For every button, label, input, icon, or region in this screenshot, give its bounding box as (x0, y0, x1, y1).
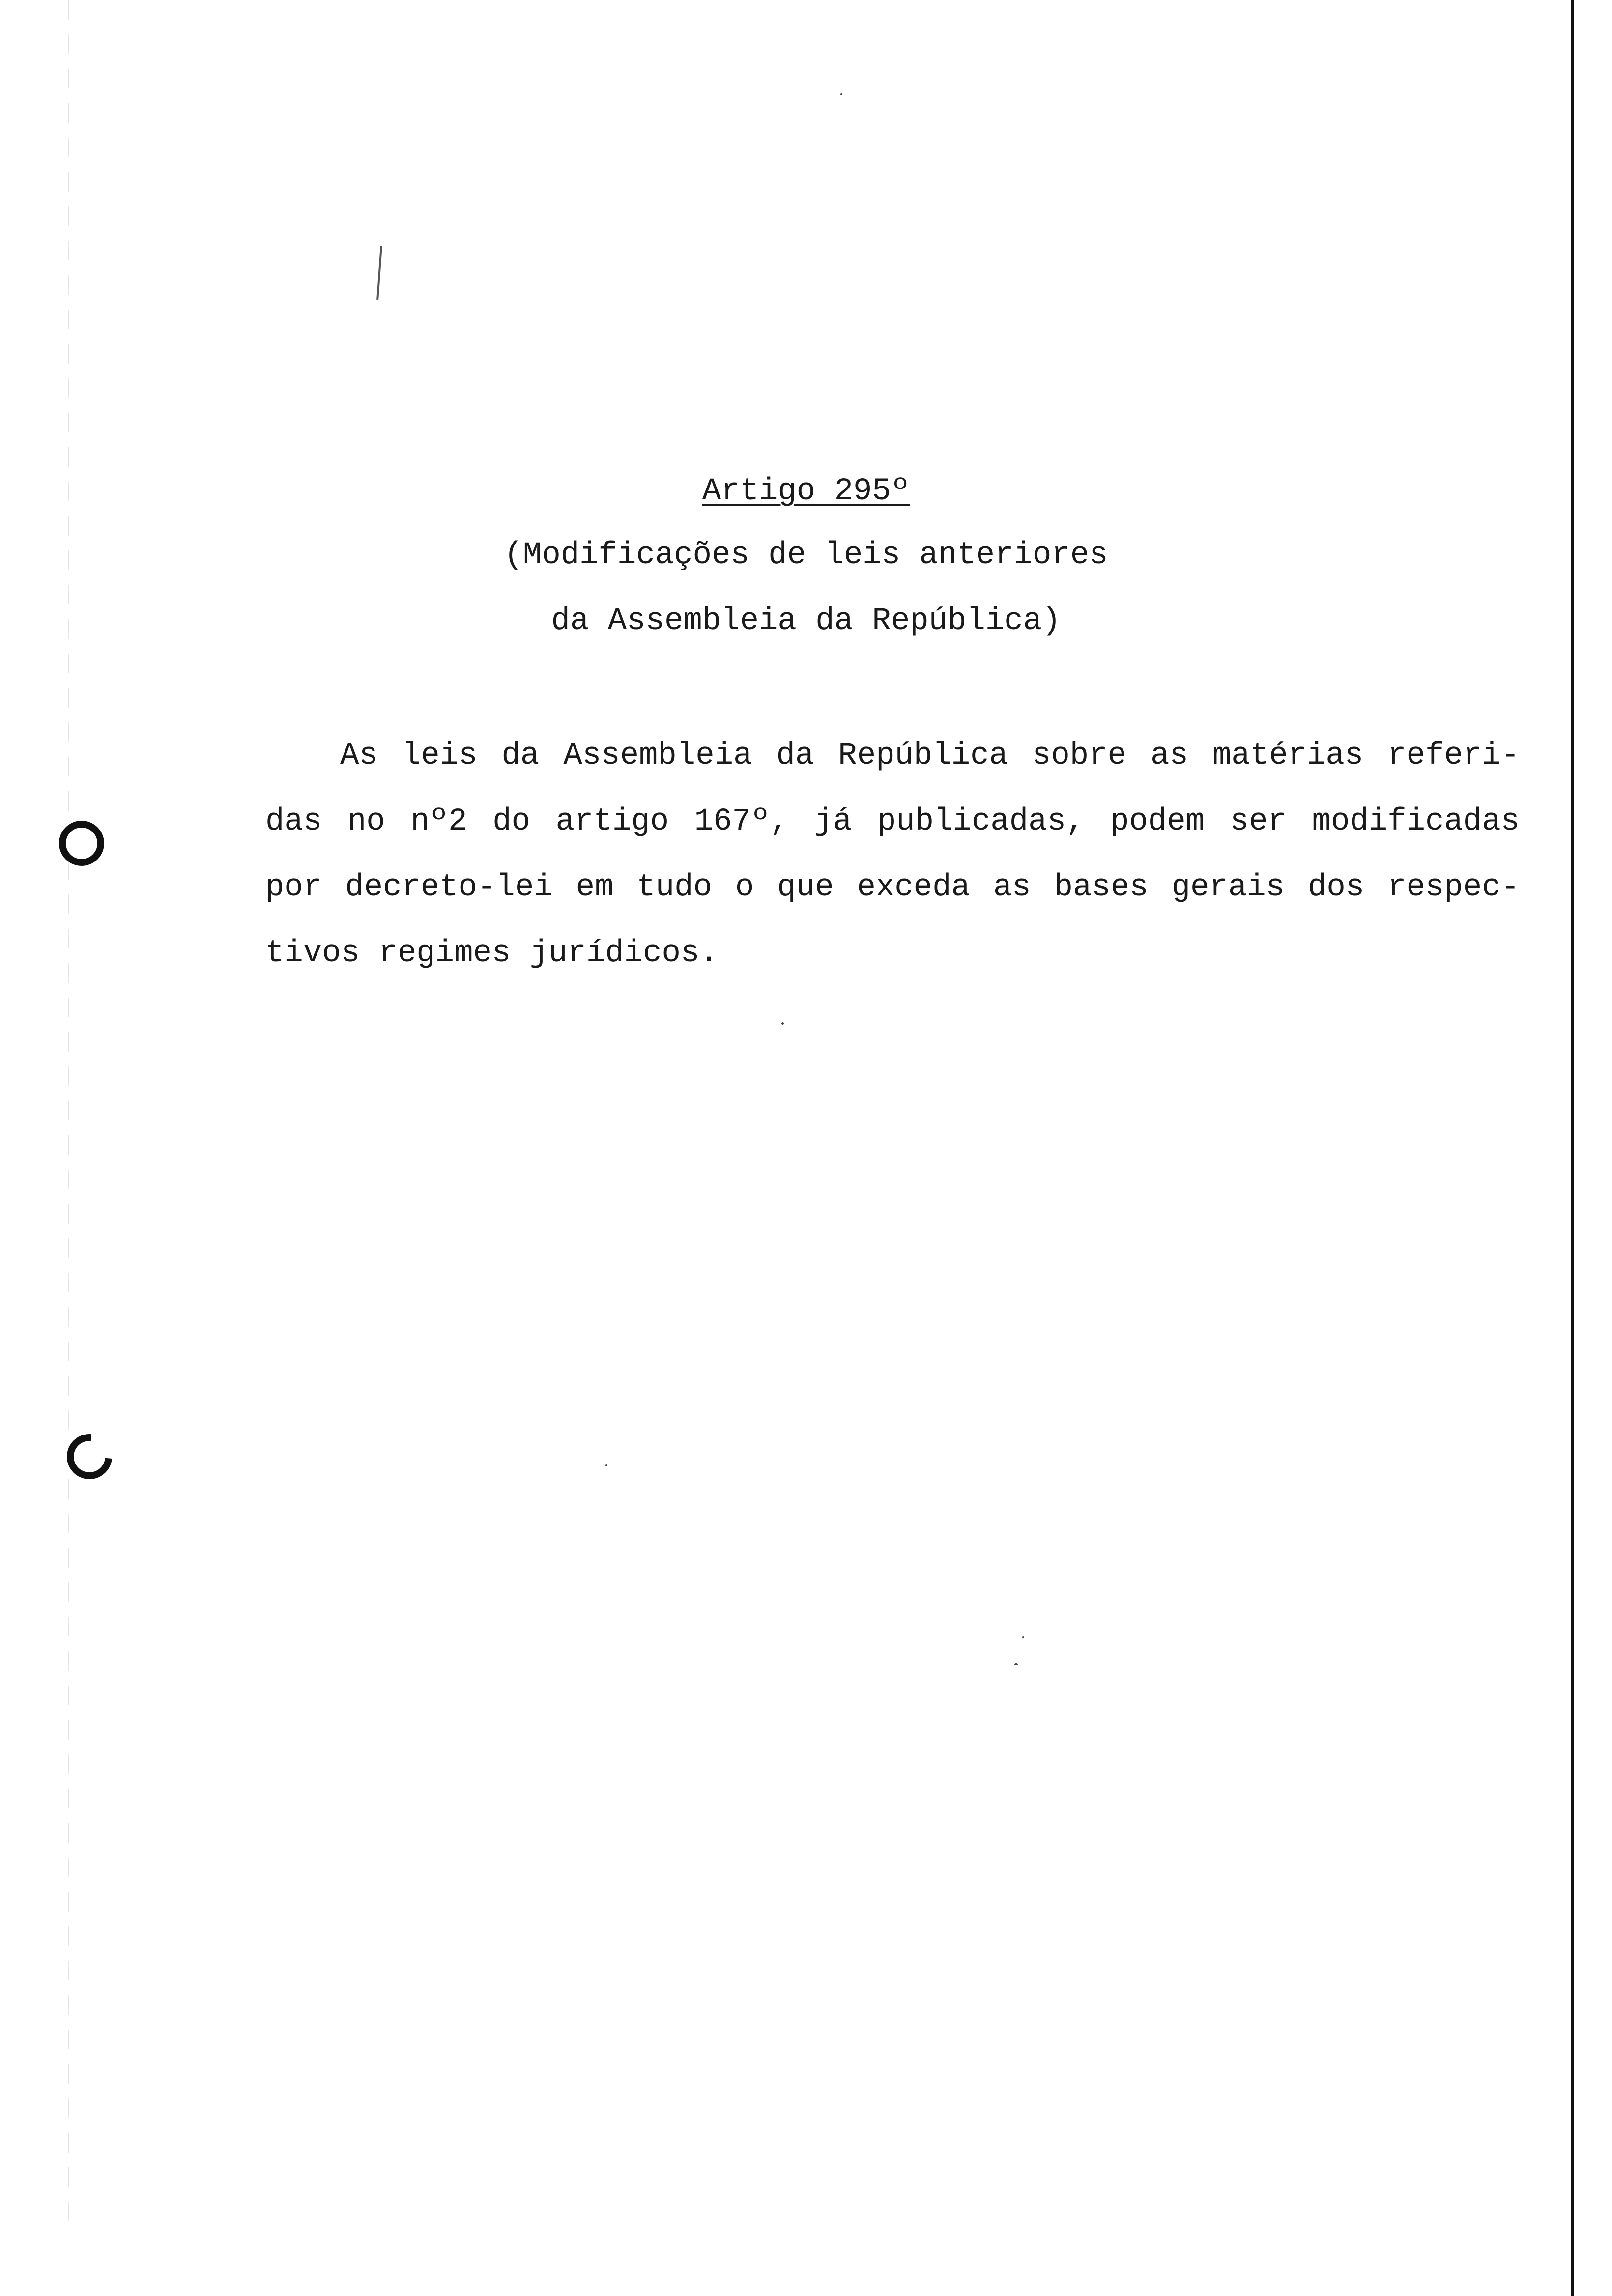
speck (840, 93, 842, 95)
perforation-line (68, 0, 69, 2221)
speck (781, 1022, 784, 1025)
pen-mark (376, 246, 382, 300)
scan-margin (1574, 0, 1612, 2296)
speck (1022, 1636, 1024, 1638)
speck (1014, 1663, 1018, 1665)
body-line-3: por decreto-lei em tudo o que exceda as bases gerais dos respec- (265, 870, 1520, 905)
speck (605, 1464, 607, 1466)
article-heading (0, 472, 1612, 511)
article-heading-text: Artigo 295º (702, 474, 910, 509)
binder-hole-icon (59, 821, 104, 866)
body-line-1: As leis da Assembleia da República sobre as matérias referi- (340, 738, 1520, 774)
body-line-4: tivos regimes jurídicos. (265, 936, 719, 971)
body-line-2: das no nº2 do artigo 167º, já publicadas, podem ser modificadas (265, 804, 1520, 839)
binder-hole-icon (58, 1425, 121, 1489)
article-subtitle-line-2: da Assembleia da República) (551, 603, 1061, 639)
article-subtitle-line-1: (Modificações de leis anteriores (504, 538, 1108, 573)
